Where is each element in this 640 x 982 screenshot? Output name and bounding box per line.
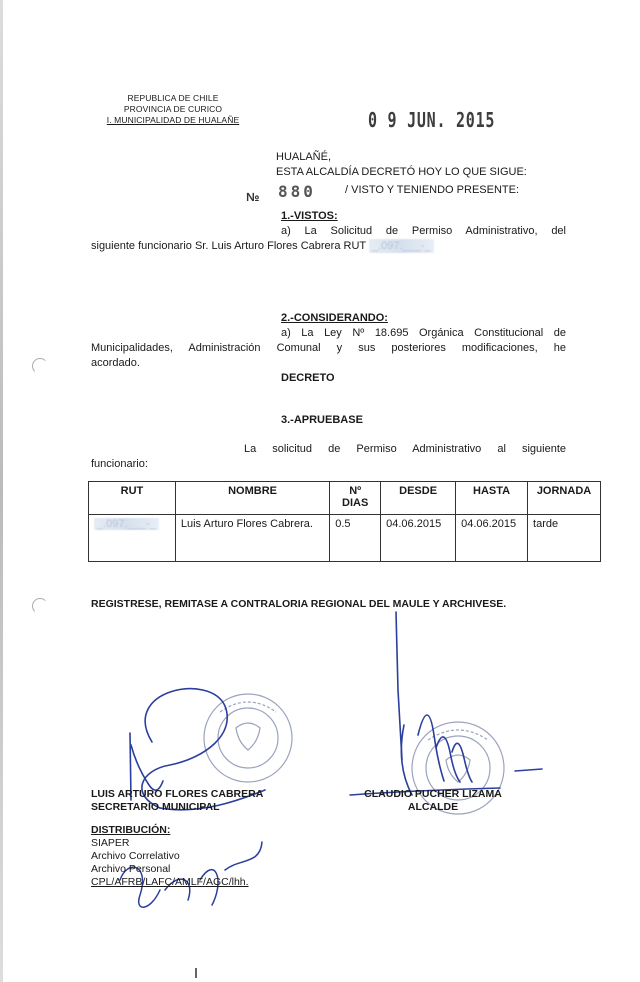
cell-rut-redacted: _.097.___-_ xyxy=(94,518,159,530)
apruebase-heading: 3.-APRUEBASE xyxy=(281,414,363,426)
redacted-rut: _.097.___-_ xyxy=(369,239,434,253)
distribution-item: CPL/AFRB/LAFC/AMLF/AGC/lhh. xyxy=(91,876,249,888)
cell-dias: 0.5 xyxy=(330,515,381,562)
left-seal-stamp xyxy=(204,694,292,782)
col-header-desde: DESDE xyxy=(381,482,456,515)
header-municipality: I. MUNICIPALIDAD DE HUALAÑE xyxy=(106,115,240,125)
cell-nombre: Luis Arturo Flores Cabrera. xyxy=(175,515,329,562)
left-signatory xyxy=(91,788,263,814)
place-line: HUALAÑÉ, xyxy=(276,151,332,163)
col-header-dias: Nº DIAS xyxy=(330,482,381,515)
date-stamp: 0 9 JUN. 2015 xyxy=(368,108,496,132)
right-signatory xyxy=(359,788,507,814)
left-signatory-title: SECRETARIO MUNICIPAL xyxy=(91,801,220,813)
header-province: PROVINCIA DE CURICO xyxy=(123,104,223,114)
cell-hasta: 04.06.2015 xyxy=(456,515,528,562)
considerando-line-1: a) La Ley Nº 18.695 Orgánica Constitucional de xyxy=(281,327,566,339)
distribution-item: Archivo Correlativo xyxy=(91,850,180,862)
margin-mark: № xyxy=(246,190,260,204)
col-header-jornada: JORNADA xyxy=(528,482,601,515)
distribution-item: Archivo Personal xyxy=(91,863,171,875)
decreto-heading: DECRETO xyxy=(281,372,335,384)
distribution-item: SIAPER xyxy=(91,837,130,849)
cell-desde: 04.06.2015 xyxy=(381,515,456,562)
closing-statement: REGISTRESE, REMITASE A CONTRALORIA REGIONAL DEL MAULE Y ARCHIVESE. xyxy=(91,598,507,610)
header-country: REPUBLICA DE CHILE xyxy=(127,93,219,103)
apruebase-line-1: La solicitud de Permiso Administrativo al siguiente xyxy=(244,443,566,455)
distribution-heading: DISTRIBUCIÓN: xyxy=(91,824,171,836)
decree-statement: ESTA ALCALDÍA DECRETÓ HOY LO QUE SIGUE: xyxy=(276,166,527,178)
right-signatory-name: CLAUDIO PUCHER LIZAMA xyxy=(364,788,502,800)
left-signatory-name: LUIS ARTURO FLORES CABRERA xyxy=(91,788,264,800)
vistos-heading: 1.-VISTOS: xyxy=(281,210,338,222)
cell-jornada: tarde xyxy=(528,515,601,562)
col-header-nombre: NOMBRE xyxy=(175,482,329,515)
vistos-line-2-text: siguiente funcionario Sr. Luis Arturo Flores Cabrera RUT xyxy=(91,240,366,252)
right-signature xyxy=(350,612,542,795)
col-header-rut: RUT xyxy=(89,482,176,515)
apruebase-line-2: funcionario: xyxy=(91,458,148,470)
punch-hole-mark-upper xyxy=(32,358,48,374)
considerando-heading: 2.-CONSIDERANDO: xyxy=(281,312,388,324)
punch-hole-mark-lower xyxy=(32,598,48,614)
visto-line: / VISTO Y TENIENDO PRESENTE: xyxy=(345,184,520,196)
col-header-hasta: HASTA xyxy=(456,482,528,515)
vistos-line-1: a) La Solicitud de Permiso Administrativo, del xyxy=(281,225,566,237)
decree-number: 880 xyxy=(278,182,316,201)
considerando-line-2: Municipalidades, Administración Comunal y sus posteriores modificaciones, he xyxy=(91,342,566,354)
distribution-block xyxy=(91,824,249,889)
considerando-line-3: acordado. xyxy=(91,357,140,369)
right-signatory-title: ALCALDE xyxy=(407,801,459,813)
